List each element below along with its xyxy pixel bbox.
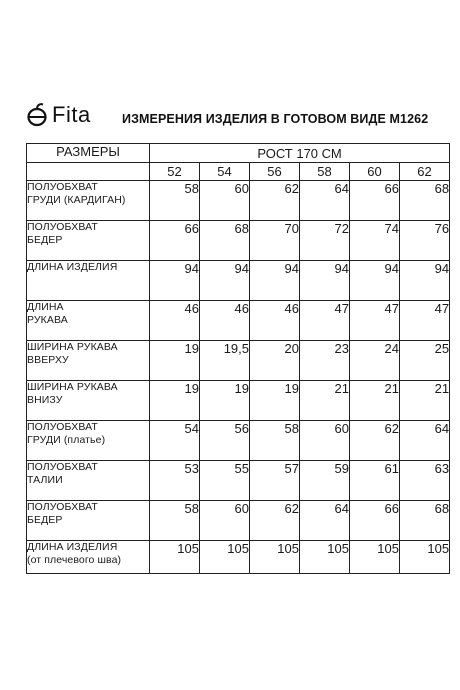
brand-name: Fita xyxy=(52,102,91,127)
document-title: ИЗМЕРЕНИЯ ИЗДЕЛИЯ В ГОТОВОМ ВИДЕ М1262 xyxy=(122,112,429,126)
measurement-label-line: ВНИЗУ xyxy=(27,394,63,406)
table-row xyxy=(27,261,450,301)
measurement-value-size-62: 105 xyxy=(400,541,450,574)
measurement-value-size-54: 60 xyxy=(200,181,250,221)
measurement-value-size-52: 58 xyxy=(150,181,200,221)
measurement-value-size-52: 58 xyxy=(150,501,200,541)
measurement-value-size-58: 60 xyxy=(300,421,350,461)
measurement-label-line: ПОЛУОБХВАТ xyxy=(27,421,98,433)
measurement-value-size-52: 54 xyxy=(150,421,200,461)
measurement-value-size-56: 20 xyxy=(250,341,300,381)
measurement-value-size-54: 19,5 xyxy=(200,341,250,381)
size-header-60: 60 xyxy=(350,163,400,181)
table-row xyxy=(27,301,450,341)
table-row xyxy=(27,181,450,221)
measurement-label-line: ТАЛИИ xyxy=(27,474,63,486)
measurement-value-size-56: 70 xyxy=(250,221,300,261)
measurement-value-size-62: 76 xyxy=(400,221,450,261)
measurement-value-size-62: 64 xyxy=(400,421,450,461)
measurement-value-size-58: 21 xyxy=(300,381,350,421)
height-header: РОСТ 170 СМ xyxy=(150,144,450,163)
size-header-62: 62 xyxy=(400,163,450,181)
size-numbers-row xyxy=(27,163,450,181)
measurement-value-size-60: 24 xyxy=(350,341,400,381)
measurement-label-line: ПОЛУОБХВАТ xyxy=(27,181,98,193)
page-header xyxy=(26,100,446,136)
measurement-label xyxy=(27,501,150,541)
measurement-label xyxy=(27,261,150,301)
measurement-value-size-56: 46 xyxy=(250,301,300,341)
measurement-value-size-62: 25 xyxy=(400,341,450,381)
table-row xyxy=(27,541,450,574)
measurement-label-line: ШИРИНА РУКАВА xyxy=(27,381,118,393)
measurement-value-size-56: 58 xyxy=(250,421,300,461)
measurement-value-size-60: 66 xyxy=(350,501,400,541)
header-blank-cell xyxy=(27,163,150,181)
fita-logo-icon xyxy=(26,102,50,128)
measurement-value-size-54: 19 xyxy=(200,381,250,421)
measurement-value-size-56: 62 xyxy=(250,501,300,541)
table-row xyxy=(27,461,450,501)
measurement-value-size-54: 56 xyxy=(200,421,250,461)
table-row xyxy=(27,421,450,461)
measurement-value-size-60: 47 xyxy=(350,301,400,341)
measurement-value-size-62: 94 xyxy=(400,261,450,301)
measurement-value-size-52: 53 xyxy=(150,461,200,501)
size-chart-table xyxy=(26,143,450,574)
measurement-label-line: ДЛИНА ИЗДЕЛИЯ xyxy=(27,541,118,553)
measurement-value-size-58: 64 xyxy=(300,181,350,221)
measurement-value-size-58: 72 xyxy=(300,221,350,261)
measurement-label-line: ВВЕРХУ xyxy=(27,354,69,366)
table-row xyxy=(27,341,450,381)
measurement-label xyxy=(27,541,150,574)
measurement-value-size-60: 94 xyxy=(350,261,400,301)
measurement-value-size-62: 68 xyxy=(400,181,450,221)
measurement-value-size-54: 105 xyxy=(200,541,250,574)
measurement-value-size-54: 60 xyxy=(200,501,250,541)
measurement-value-size-54: 94 xyxy=(200,261,250,301)
measurement-value-size-56: 19 xyxy=(250,381,300,421)
measurement-value-size-52: 105 xyxy=(150,541,200,574)
measurement-label xyxy=(27,381,150,421)
measurement-label-line: РУКАВА xyxy=(27,314,68,326)
brand-logo xyxy=(26,102,91,128)
measurement-value-size-54: 68 xyxy=(200,221,250,261)
measurement-label-line: ДЛИНА xyxy=(27,301,64,313)
measurement-value-size-58: 105 xyxy=(300,541,350,574)
size-header-58: 58 xyxy=(300,163,350,181)
measurement-value-size-56: 94 xyxy=(250,261,300,301)
measurement-label-line: ШИРИНА РУКАВА xyxy=(27,341,118,353)
measurement-value-size-60: 74 xyxy=(350,221,400,261)
size-header-52: 52 xyxy=(150,163,200,181)
measurement-label-line: БЕДЕР xyxy=(27,234,63,246)
table-row xyxy=(27,381,450,421)
measurement-value-size-62: 21 xyxy=(400,381,450,421)
sizes-header: РАЗМЕРЫ xyxy=(27,144,150,163)
measurement-value-size-58: 94 xyxy=(300,261,350,301)
measurement-value-size-62: 47 xyxy=(400,301,450,341)
size-header-54: 54 xyxy=(200,163,250,181)
measurement-label-line: ДЛИНА ИЗДЕЛИЯ xyxy=(27,261,118,273)
measurement-value-size-54: 55 xyxy=(200,461,250,501)
table-row xyxy=(27,501,450,541)
measurement-value-size-58: 64 xyxy=(300,501,350,541)
measurement-value-size-56: 62 xyxy=(250,181,300,221)
measurement-label xyxy=(27,341,150,381)
measurement-value-size-54: 46 xyxy=(200,301,250,341)
size-header-56: 56 xyxy=(250,163,300,181)
measurement-value-size-60: 105 xyxy=(350,541,400,574)
measurement-value-size-52: 94 xyxy=(150,261,200,301)
measurement-value-size-52: 19 xyxy=(150,381,200,421)
measurement-label-line: БЕДЕР xyxy=(27,514,63,526)
measurement-value-size-60: 61 xyxy=(350,461,400,501)
measurement-label-line: ГРУДИ (КАРДИГАН) xyxy=(27,194,126,206)
measurement-value-size-52: 66 xyxy=(150,221,200,261)
measurement-value-size-62: 68 xyxy=(400,501,450,541)
measurement-value-size-58: 59 xyxy=(300,461,350,501)
measurement-value-size-56: 57 xyxy=(250,461,300,501)
measurement-value-size-52: 46 xyxy=(150,301,200,341)
measurement-label xyxy=(27,301,150,341)
table-row xyxy=(27,221,450,261)
measurement-value-size-62: 63 xyxy=(400,461,450,501)
measurement-value-size-58: 23 xyxy=(300,341,350,381)
measurement-label-line: ПОЛУОБХВАТ xyxy=(27,501,98,513)
measurement-label xyxy=(27,421,150,461)
measurement-value-size-52: 19 xyxy=(150,341,200,381)
header-row xyxy=(27,144,450,163)
measurement-value-size-60: 21 xyxy=(350,381,400,421)
measurement-label-line: ПОЛУОБХВАТ xyxy=(27,221,98,233)
measurement-label xyxy=(27,221,150,261)
measurement-value-size-60: 62 xyxy=(350,421,400,461)
measurement-value-size-60: 66 xyxy=(350,181,400,221)
measurement-label xyxy=(27,181,150,221)
measurement-value-size-58: 47 xyxy=(300,301,350,341)
measurement-label xyxy=(27,461,150,501)
measurement-label-line: ГРУДИ (платье) xyxy=(27,434,106,446)
measurement-label-line: ПОЛУОБХВАТ xyxy=(27,461,98,473)
measurement-value-size-56: 105 xyxy=(250,541,300,574)
measurement-label-line: (от плечевого шва) xyxy=(27,554,122,566)
